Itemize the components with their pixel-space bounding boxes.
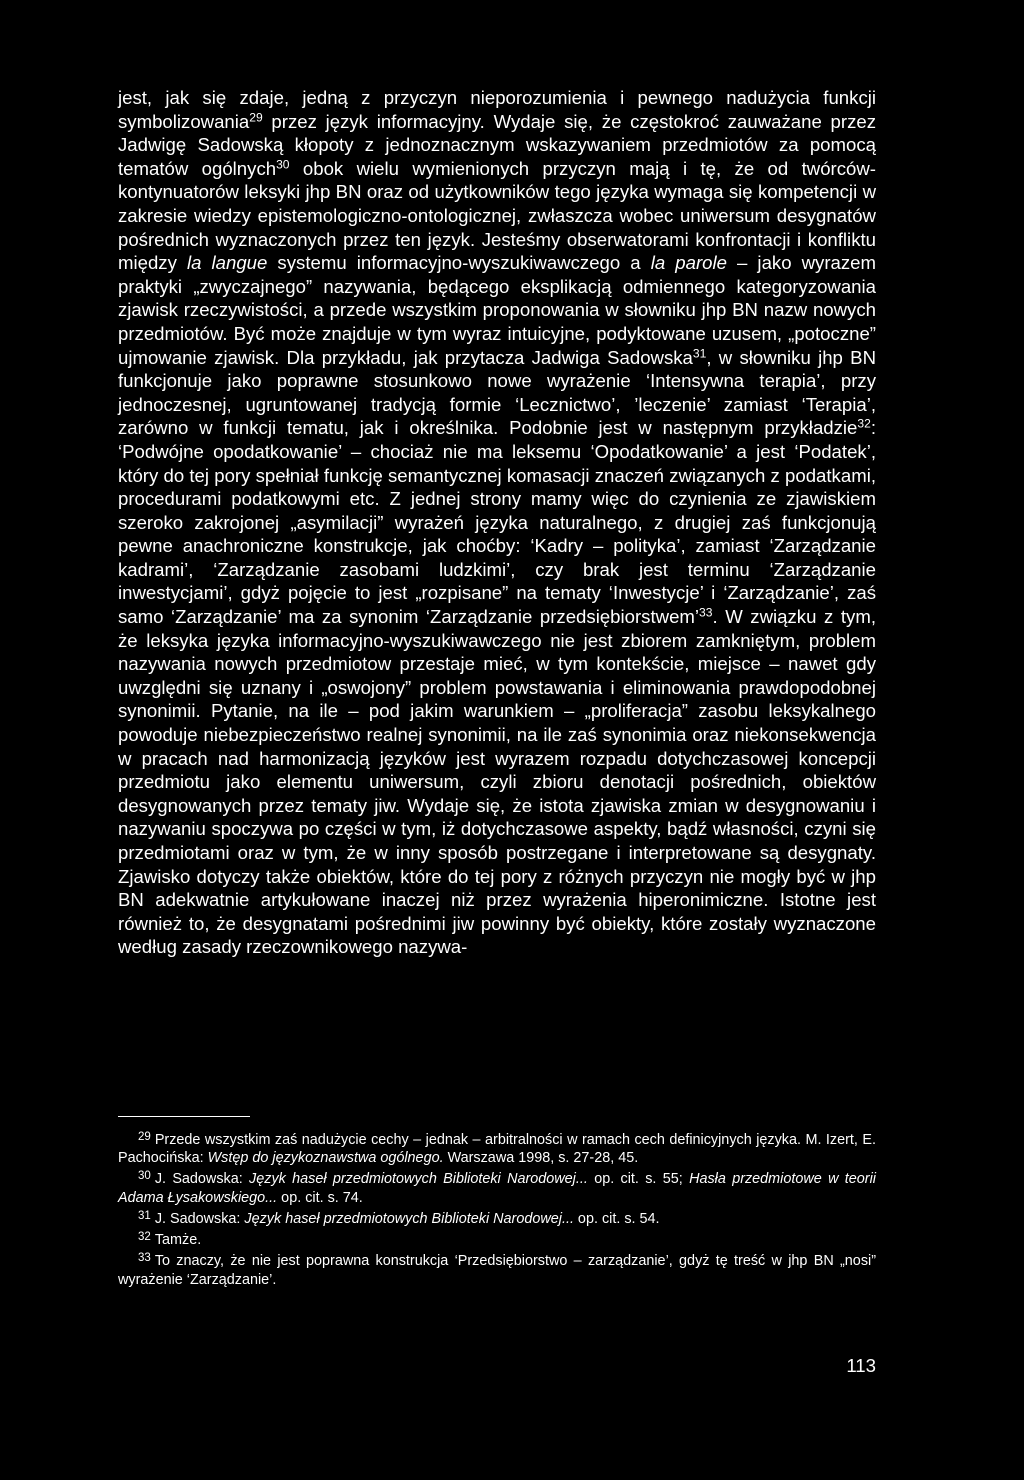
italic-term: la parole (650, 252, 727, 274)
footnote-30 (118, 1167, 876, 1206)
footnote-text: op. cit. s. 54. (573, 1210, 660, 1227)
footnote-29 (118, 1128, 876, 1167)
footnote-number: 30 (138, 1170, 151, 1183)
footnote-ref-29[interactable]: 29 (249, 109, 263, 124)
footnote-text: To znaczy, że nie jest poprawna konstrukcja ‘Przedsiębiorstwo – zarządzanie’, gdyż tę treść w jhp BN „nosi” wyrażenie ‘Zarządzanie’. (118, 1253, 876, 1288)
footnote-title: Wstęp do językoznawstwa ogólnego. (207, 1150, 444, 1167)
footnote-text: op. cit. s. 55; (587, 1171, 690, 1188)
body-text-segment: przez język informacyjny. Wydaje się, że częstokroć zauważane przez Jadwigę Sadowską kłopoty z jednoznacznym wskazywaniem przedmiotów za pomocą tematów ogólnych (118, 110, 876, 179)
footnote-ref-30[interactable]: 30 (276, 157, 290, 172)
page-number: 113 (846, 1355, 876, 1376)
footnote-text: Przede wszystkim zaś nadużycie cechy – jednak – arbitralności w ramach cech definicyjnych języka. M. Izert, E. Pachocińska: (118, 1132, 876, 1167)
body-text-segment: – jako wyrazem praktyki „zwyczajnego” nazywania, będącego eksplikacją odmiennego kategoryzowania zjawisk rzeczywistości, a przede wszystkim proponowania w słowniku jhp BN nazw nowych przedmiotów. Być może znajduje w tym wyraz intuicyjne, podyktowane uzusem, „potoczne” ujmowanie zjawisk. Dla przykładu, jak przytacza Jadwiga Sadowska (118, 252, 876, 368)
footnote-text: J. Sadowska: (154, 1210, 245, 1227)
footnote-title: Język haseł przedmiotowych Biblioteki Narodowej... (244, 1210, 574, 1227)
footnote-title: Język haseł przedmiotowych Biblioteki Narodowej... (249, 1171, 588, 1188)
footnote-32 (118, 1228, 876, 1249)
footnote-ref-31[interactable]: 31 (692, 345, 707, 360)
italic-term: la langue (186, 252, 268, 274)
body-text-segment: systemu informacyjno-wyszukiwawczego a (267, 252, 651, 274)
footnote-33 (118, 1249, 876, 1288)
footnote-number: 33 (138, 1252, 151, 1265)
footnote-text: Tamże. (154, 1232, 202, 1249)
footnote-31 (118, 1207, 876, 1228)
footnote-text: Warszawa 1998, s. 27-28, 45. (443, 1150, 639, 1167)
body-text-segment: : ‘Podwójne opodatkowanie’ – chociaż nie ma leksemu ‘Opodatkowanie’ a jest ‘Podatek’, który do tej pory spełniał funkcję semantycznej komasacji znaczeń związanych z podatkami, procedurami podatkowymi etc. Z jednej strony mamy więc do czynienia ze zjawiskiem szeroko zakrojonej „asymilacji” wyrażeń języka naturalnego, z drugiej zaś funkcjonują pewne anachroniczne konstrukcje, jak choćby: ‘Kadry – polityka’, zamiast ‘Zarządzanie kadrami’, ‘Zarządzanie zasobami ludzkimi’, czy brak jest terminu ‘Zarządzanie inwestycjami’, gdyż pojęcie to jest „rozpisane” na tematy ‘Inwestycje’ i ‘Zarządzanie’, zaś samo ‘Zarządzanie’ ma za synonim ‘Zarządzanie przedsiębiorstwem’ (118, 417, 876, 628)
body-text-segment: obok wielu wymienionych przyczyn mają i tę, że od twórców-kontynuatorów leksyki jhp BN oraz od użytkowników tego języka wymaga się kompetencji w zakresie wiedzy epistemologiczno-ontologicznej, zwłaszcza wobec uniwersum desygnatów pośrednich wyznaczonych przez ten język. Jesteśmy obserwatorami konfrontacji i konfliktu między (118, 157, 876, 274)
footnote-divider (118, 1116, 250, 1117)
body-paragraph (118, 86, 876, 959)
body-text-segment: . W związku z tym, że leksyka języka informacyjno-wyszukiwawczego nie jest zbiorem zamkniętym, problem nazywania nowych przedmiotow przestaje mieć, w tym kontekście, miejsce – nawet gdy uwzględni się uznany i „oswojony” problem powstawania i eliminowania prawdopodobnej synonimii. Pytanie, na ile – pod jakim warunkiem – „proliferacja” zasobu leksykalnego powoduje niebezpieczeństwo realnej synonimii, na ile zaś synonimia oraz niekonsekwencja w pracach nad harmonizacją języków jest wyrazem rozpadu dotychczasowej koncepcji przedmiotu jako elementu uniwersum, czyli zbioru denotacji pośrednich, obiektów desygnowanych przez tematy jiw. Wydaje się, że istota zjawiska zmian w desygnowaniu i nazywaniu spoczywa po części w tym, iż dotychczasowe aspekty, bądź własności, czyni się przedmiotami oraz w tym, że w inny sposób postrzegane i interpretowane są desygnaty. Zjawisko dotyczy także obiektów, które do tej pory z różnych przyczyn nie mogły być w jhp BN adekwatnie artykułowane inaczej niż przez wyrażenia hiperonimiczne. Istotne jest również to, że desygnatami pośrednimi jiw powinny być obiekty, które zostały wyznaczone według zasady rzeczownikowego nazywa- (118, 606, 876, 958)
footnote-ref-33[interactable]: 33 (699, 605, 713, 620)
footnotes (118, 1128, 876, 1289)
footnote-number: 29 (138, 1131, 151, 1143)
body-text-segment: , w słowniku jhp BN funkcjonuje jako poprawne stosunkowo nowe wyrażenie ‘Intensywna terapia’, przy jednoczesnej, ugruntowanej tradycją formie ‘Lecznictwo’, ’leczenie’ zamiast ‘Terapia’, zarówno w funkcji tematu, jak i określnika. Podobnie jest w następnym przykładzie (118, 346, 876, 439)
body-text-segment: jest, jak się zdaje, jedną z przyczyn nieporozumienia i pewnego nadużycia funkcji symbolizowania (118, 87, 876, 132)
footnote-title: Hasła przedmiotowe w teorii Adama Łysakowskiego... (118, 1171, 876, 1206)
footnote-number: 32 (138, 1231, 151, 1244)
footnote-text: op. cit. s. 74. (277, 1189, 363, 1206)
footnote-number: 31 (138, 1209, 151, 1222)
main-text (118, 86, 876, 959)
footnote-ref-32[interactable]: 32 (857, 416, 871, 431)
footnote-text: J. Sadowska: (154, 1171, 250, 1188)
